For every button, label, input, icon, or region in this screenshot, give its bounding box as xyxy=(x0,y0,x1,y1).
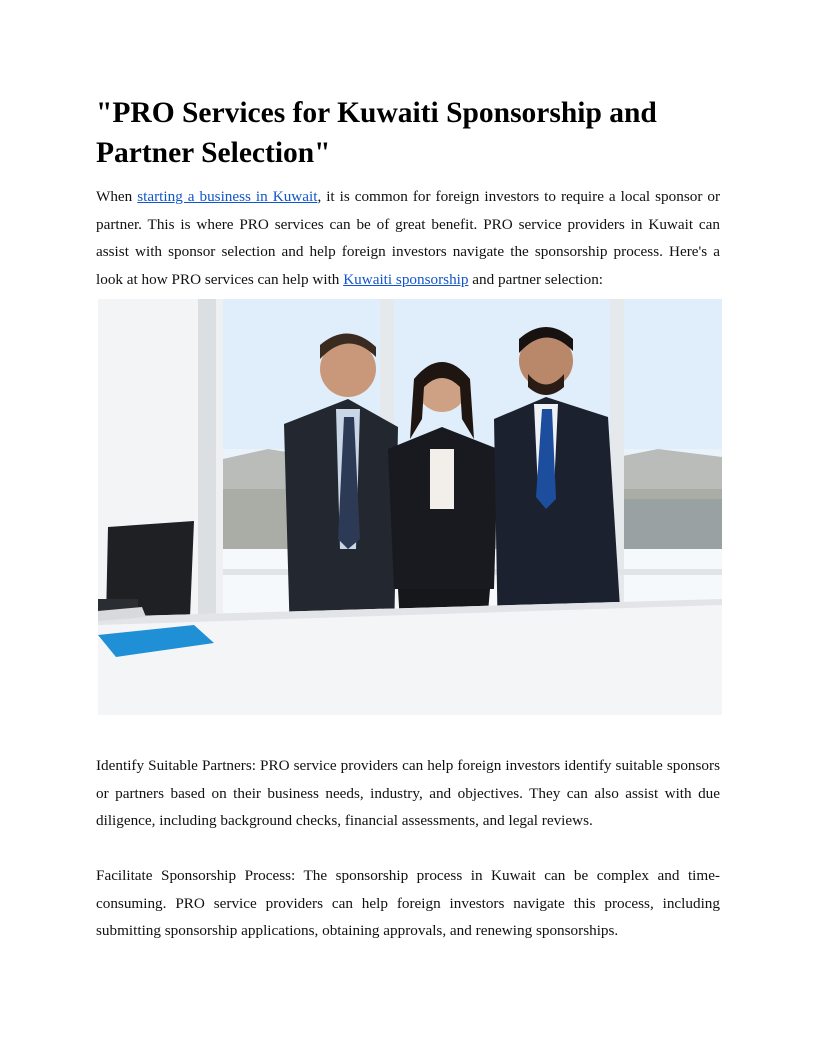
starting-business-link[interactable]: starting a business in Kuwait xyxy=(137,188,318,205)
paragraph-facilitate-process: Facilitate Sponsorship Process: The sponsorship process in Kuwait can be complex and time-consuming. PRO service providers can help foreign investors navigate this process, including submitting sponsorship applications, obtaining approvals, and renewing sponsorships. xyxy=(96,867,720,939)
paragraph-identify-partners: Identify Suitable Partners: PRO service providers can help foreign investors identify suitable sponsors or partners based on their business needs, industry, and objectives. They can also assist with due diligence, including background checks, financial assessments, and legal reviews. xyxy=(96,757,720,829)
intro-paragraph xyxy=(96,183,720,293)
kuwaiti-sponsorship-link[interactable]: Kuwaiti sponsorship xyxy=(343,270,469,288)
intro-text-3: and partner selection: xyxy=(468,270,604,288)
business-team-photo xyxy=(98,299,722,715)
intro-text-2: , it is common for foreign investors to require a local sponsor or partner. This is where PRO services can be of great benefit. PRO service providers in Kuwait can assist with sponsor selection and help foreign investors navigate the sponsorship process. Here's a look at how PRO services can help with xyxy=(96,188,721,288)
intro-text-1: When xyxy=(96,188,138,205)
page-title: "PRO Services for Kuwaiti Sponsorship and Partner Selection" xyxy=(96,97,657,169)
